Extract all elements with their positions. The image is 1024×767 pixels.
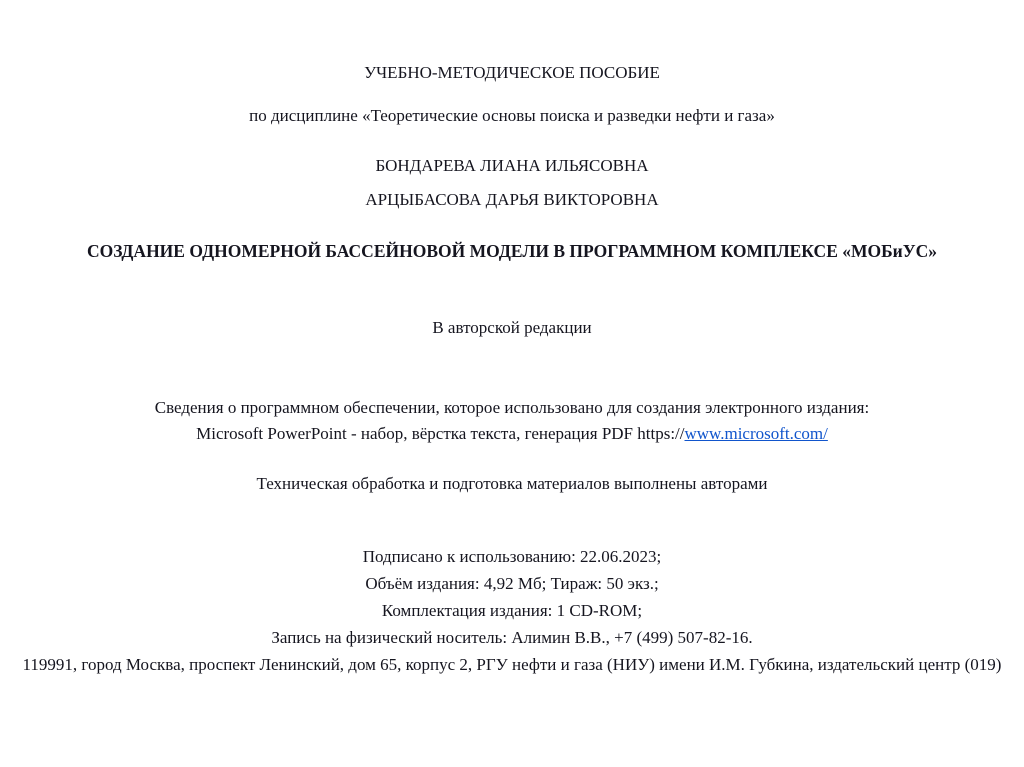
- imprint-media-contact: Запись на физический носитель: Алимин В.В., +7 (499) 507-82-16.: [271, 628, 753, 647]
- author-name-2: АРЦЫБАСОВА ДАРЬЯ ВИКТОРОВНА: [365, 190, 659, 209]
- software-detail-line: [17, 423, 1007, 445]
- microsoft-website-link[interactable]: www.microsoft.com/: [684, 424, 828, 443]
- document-type-heading: УЧЕБНО-МЕТОДИЧЕСКОЕ ПОСОБИЕ: [364, 63, 660, 82]
- imprint-block: [0, 543, 1024, 678]
- software-info-line: Сведения о программном обеспечении, которое использовано для создания электронного издания:: [154, 398, 870, 417]
- author-name-1: БОНДАРЕВА ЛИАНА ИЛЬЯСОВНА: [375, 156, 649, 175]
- discipline-line: по дисциплине «Теоретические основы поиска и разведки нефти и газа»: [249, 106, 775, 125]
- imprint-address: 119991, город Москва, проспект Ленинский, дом 65, корпус 2, РГУ нефти и газа (НИУ) имени И.М. Губкина, издательский центр (019): [22, 655, 1002, 674]
- main-title: СОЗДАНИЕ ОДНОМЕРНОЙ БАССЕЙНОВОЙ МОДЕЛИ В ПРОГРАММНОМ КОМПЛЕКСЕ «МОБиУС»: [86, 241, 938, 261]
- imprint-signed-date: Подписано к использованию: 22.06.2023;: [362, 547, 662, 566]
- imprint-package: Комплектация издания: 1 CD-ROM;: [381, 601, 643, 620]
- imprint-volume-circulation: Объём издания: 4,92 Мб; Тираж: 50 экз.;: [365, 574, 659, 593]
- edition-note: В авторской редакции: [432, 318, 592, 337]
- software-detail-prefix: Microsoft PowerPoint - набор, вёрстка текста, генерация PDF https://: [196, 424, 685, 443]
- processing-note: Техническая обработка и подготовка материалов выполнены авторами: [256, 474, 768, 493]
